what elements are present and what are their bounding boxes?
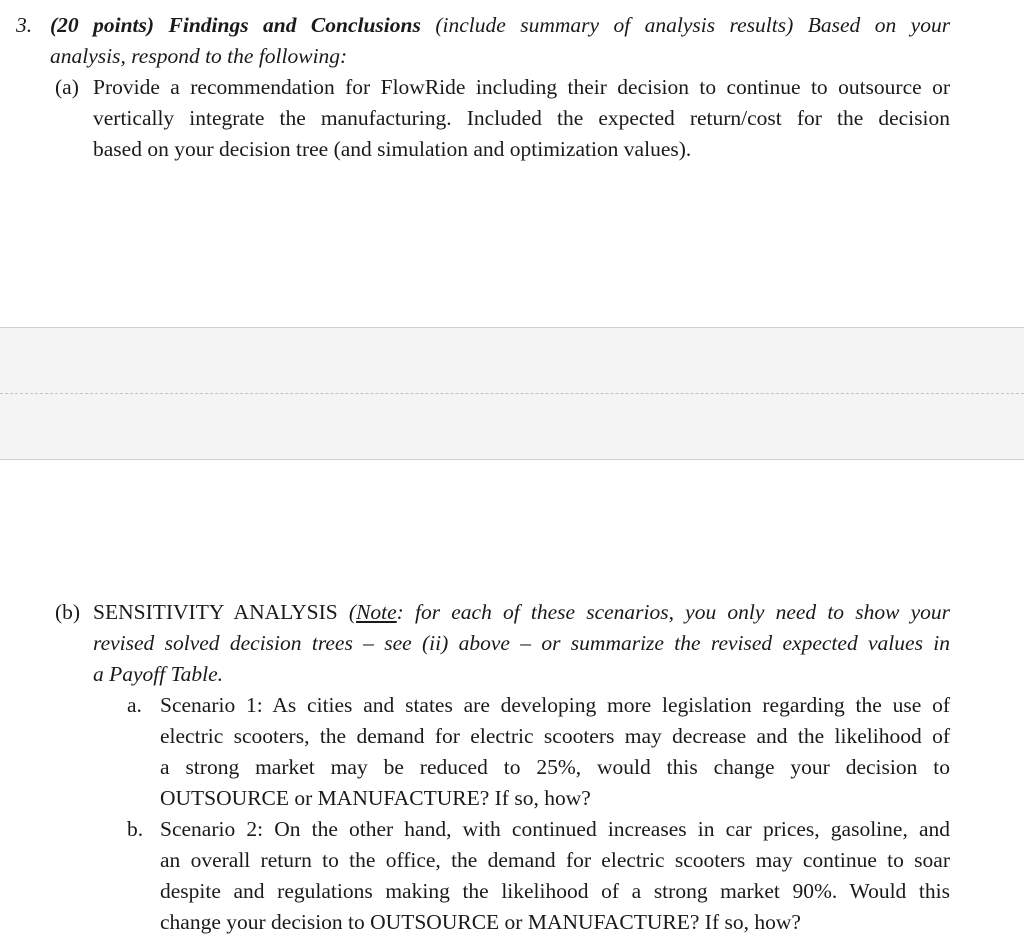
question-number: 3.	[16, 13, 33, 37]
part-b-heading-line	[93, 597, 950, 627]
scenario-1-line2: electric scooters, the demand for electric scooters may decrease and the likelihood of	[160, 724, 950, 748]
scenario-1-line4: OUTSOURCE or MANUFACTURE? If so, how?	[160, 786, 591, 810]
question-description: (include summary of analysis results)	[435, 13, 794, 37]
question-intro-start: Based on your	[807, 13, 951, 37]
question-title: Findings and Conclusions	[168, 13, 421, 37]
part-a-line3: based on your decision tree (and simulation and optimization values).	[93, 137, 692, 161]
part-b-marker: (b)	[55, 600, 81, 624]
scenario-1-line1: Scenario 1: As cities and states are developing more legislation regarding the use of	[160, 693, 950, 717]
part-b-note-line2: revised solved decision trees – see (ii) above – or summarize the revised expected values in	[93, 631, 950, 655]
question-heading-line1	[50, 10, 950, 40]
part-b-note-label: Note	[356, 600, 397, 624]
scenario-2-line4: change your decision to OUTSOURCE or MANUFACTURE? If so, how?	[160, 910, 801, 934]
part-a-line2: vertically integrate the manufacturing. Included the expected return/cost for the decision	[93, 106, 950, 130]
part-a-line1: Provide a recommendation for FlowRide including their decision to continue to outsource or	[93, 75, 950, 99]
answer-area-divider	[0, 393, 1024, 394]
part-b-note-line3: a Payoff Table.	[93, 662, 223, 686]
scenario-2-marker: b.	[127, 817, 144, 841]
scenario-2-line1: Scenario 2: On the other hand, with continued increases in car prices, gasoline, and	[160, 817, 950, 841]
part-a-marker: (a)	[55, 75, 79, 99]
question-points: (20 points)	[50, 13, 155, 37]
scenario-1-line3: a strong market may be reduced to 25%, would this change your decision to	[160, 755, 950, 779]
scenario-1-marker: a.	[127, 693, 142, 717]
part-b-heading: SENSITIVITY ANALYSIS	[93, 600, 338, 624]
scenario-2-line3: despite and regulations making the likelihood of a strong market 90%. Would this	[160, 879, 950, 903]
part-b-note-text: : for each of these scenarios, you only need to show your	[396, 600, 950, 624]
part-b-note-open: (	[348, 600, 357, 624]
scenario-2-line2: an overall return to the office, the demand for electric scooters may continue to soar	[160, 848, 950, 872]
question-intro-end: analysis, respond to the following:	[50, 44, 348, 68]
